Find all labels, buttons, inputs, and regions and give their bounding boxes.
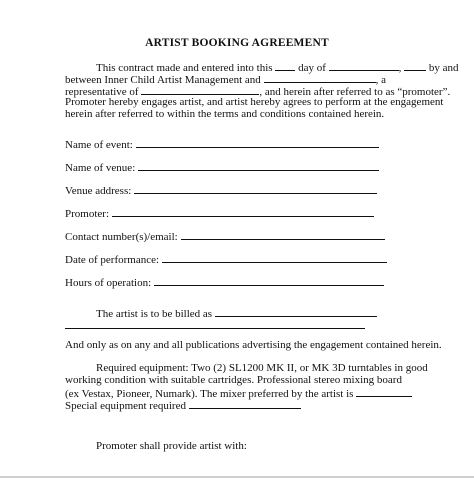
intro-text: , [398, 62, 402, 74]
field-date-of-performance [65, 252, 387, 267]
intro-text: , and herein after referred to as “promoter”. [259, 86, 451, 98]
field-label: Date of performance: [65, 254, 160, 266]
publications-text: And only as on any and all publications advertising the engagement contained herein. [65, 339, 442, 351]
venue-address-blank[interactable] [134, 183, 377, 194]
preferred-mixer-blank[interactable] [356, 386, 412, 397]
field-label: Name of venue: [65, 162, 136, 174]
field-name-of-event [65, 137, 379, 152]
intro-line-5: herein after referred to within the terms and conditions contained herein. [65, 108, 385, 120]
equipment-line-1: Required equipment: Two (2) SL1200 MK II, or MK 3D turntables in good [96, 362, 428, 374]
equipment-line-2: working condition with suitable cartridges. Professional stereo mixing board [65, 374, 402, 386]
month-blank[interactable] [329, 60, 399, 71]
field-hours-of-operation [65, 275, 384, 290]
intro-text: , a [375, 74, 386, 86]
billing-blank[interactable] [215, 306, 377, 317]
field-venue-address [65, 183, 377, 198]
intro-text: representative of [65, 86, 139, 98]
billing-line-2 [65, 318, 365, 333]
equipment-text: Special equipment required [65, 400, 186, 412]
field-contact [65, 229, 385, 244]
intro-text: between Inner Child Artist Management and [65, 74, 261, 86]
year-blank[interactable] [404, 60, 426, 71]
contact-blank[interactable] [181, 229, 385, 240]
hours-of-operation-blank[interactable] [154, 275, 384, 286]
date-of-performance-blank[interactable] [162, 252, 387, 263]
field-label: Contact number(s)/email: [65, 231, 178, 243]
intro-text: day of [298, 62, 326, 74]
special-equipment-blank[interactable] [189, 398, 301, 409]
field-label: Hours of operation: [65, 277, 152, 289]
provide-text: Promoter shall provide artist with: [96, 440, 247, 452]
day-blank[interactable] [275, 60, 295, 71]
field-label: Promoter: [65, 208, 109, 220]
field-promoter [65, 206, 374, 221]
field-name-of-venue [65, 160, 379, 175]
field-label: Venue address: [65, 185, 132, 197]
billing-continued-blank[interactable] [65, 318, 365, 329]
representative-blank[interactable] [141, 84, 259, 95]
billing-text: The artist is to be billed as [96, 308, 213, 320]
document-title: ARTIST BOOKING AGREEMENT [145, 37, 329, 49]
artist-name-blank[interactable] [264, 72, 376, 83]
name-of-event-blank[interactable] [136, 137, 379, 148]
equipment-text: (ex Vestax, Pioneer, Numark). The mixer preferred by the artist is [65, 388, 354, 400]
intro-text: by and [428, 62, 459, 74]
intro-line-4: Promoter hereby engages artist, and artist hereby agrees to perform at the engagement [65, 96, 444, 108]
field-label: Name of event: [65, 139, 133, 151]
promoter-blank[interactable] [112, 206, 374, 217]
equipment-line-4 [65, 398, 301, 413]
intro-text: This contract made and entered into this [96, 62, 273, 74]
name-of-venue-blank[interactable] [138, 160, 379, 171]
